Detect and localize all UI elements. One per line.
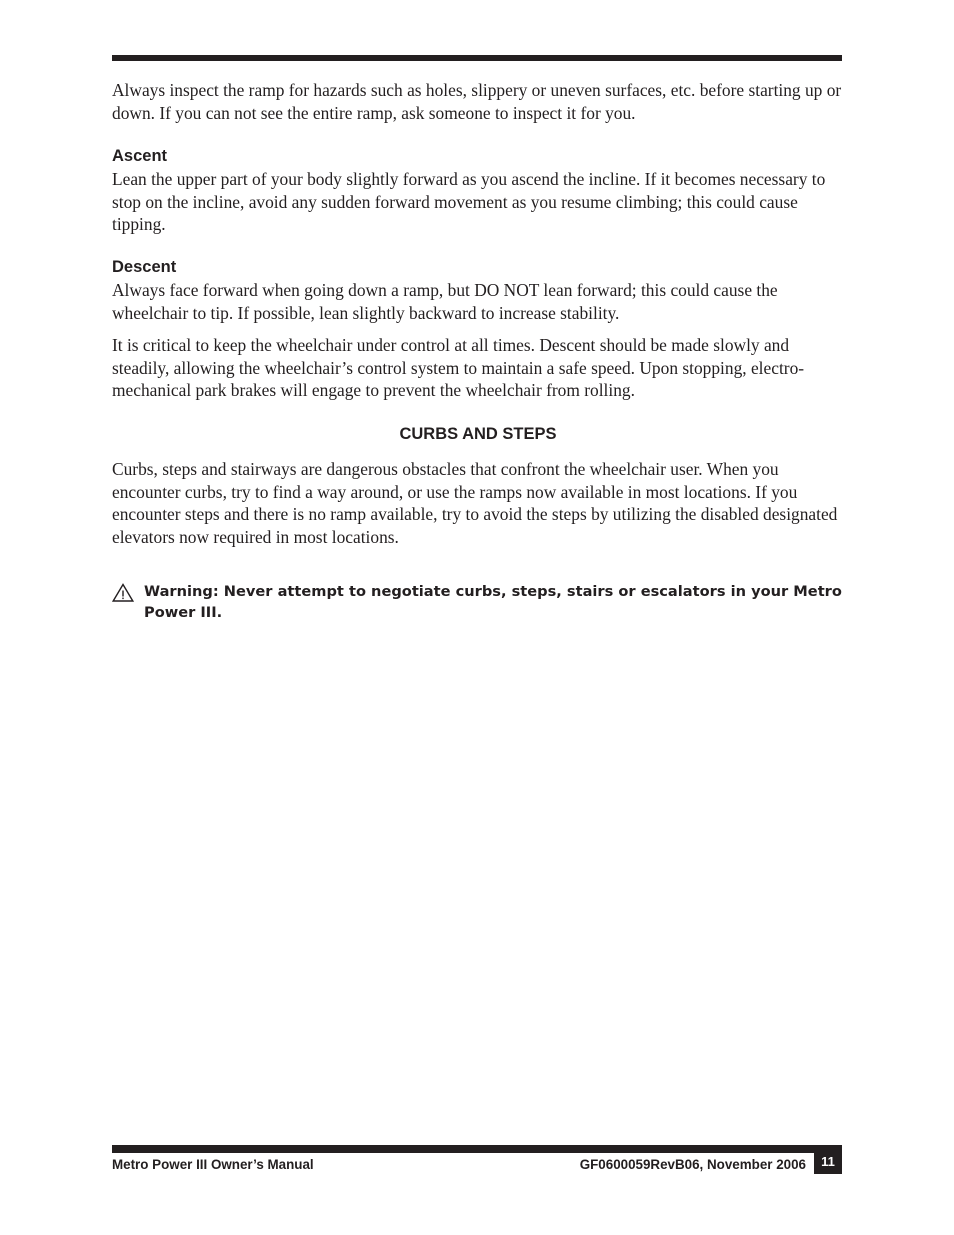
- descent-heading: Descent: [112, 257, 177, 276]
- descent-paragraph-2: It is critical to keep the wheelchair under control at all times. Descent should be made slowly and steadily, allowing the wheelchair’s control system to maintain a safe speed. Upon stopping, electro-mechanical park brakes will engage to prevent the wheelchair from rolling.: [112, 335, 805, 401]
- warning-text: Warning: Never attempt to negotiate curbs, steps, stairs or escalators in your Metro Power III.: [144, 583, 842, 622]
- ascent-heading: Ascent: [112, 147, 168, 166]
- descent-paragraph-1: Always face forward when going down a ramp, but DO NOT lean forward; this could cause the wheelchair to tip. If possible, lean slightly backward to increase stability.: [112, 279, 778, 323]
- footer-manual-title: Metro Power III Owner’s Manual: [112, 1157, 314, 1172]
- footer-document-id: GF0600059RevB06, November 2006: [579, 1157, 806, 1172]
- page-content: [112, 79, 844, 623]
- warning-block: [112, 581, 844, 623]
- intro-paragraph: Always inspect the ramp for hazards such as holes, slippery or uneven surfaces, etc. before starting up or down. If you can not see the entire ramp, ask someone to inspect it for you.: [112, 80, 842, 123]
- page-number: 11: [814, 1150, 842, 1174]
- curbs-paragraph: Curbs, steps and stairways are dangerous obstacles that confront the wheelchair user. When you encounter curbs, try to find a way around, or use the ramps now available in most locations. If you encounter steps and there is no ramp available, try to avoid the steps by utilizing the disabled designated elevators now required in most locations.: [112, 458, 838, 547]
- ascent-paragraph: Lean the upper part of your body slightly forward as you ascend the incline. If it becomes necessary to stop on the incline, avoid any sudden forward movement as you resume climbing; this could cause tipping.: [112, 169, 826, 235]
- header-rule: [112, 55, 842, 61]
- curbs-heading: CURBS AND STEPS: [399, 424, 557, 443]
- footer-rule: [112, 1145, 842, 1153]
- warning-triangle-icon: [112, 583, 134, 602]
